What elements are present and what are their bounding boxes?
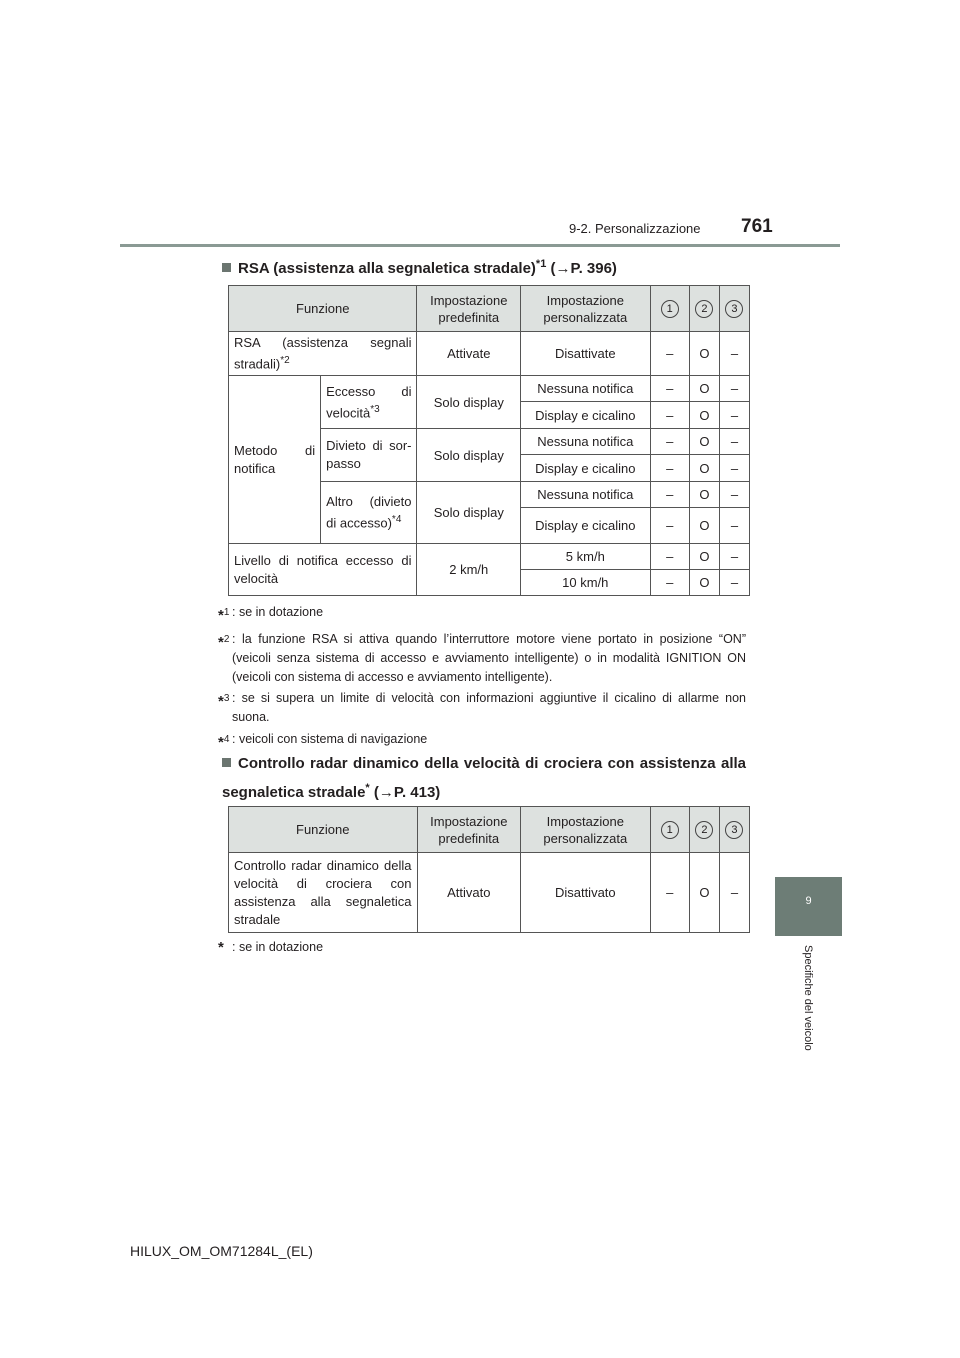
- default-value: Solo display: [417, 429, 521, 482]
- footnote: *$^1$ : se in dotazione: [218, 605, 324, 625]
- custom-value: Nessuna notifica: [521, 482, 650, 508]
- header-predefinita: Impostazione predefinita: [417, 807, 521, 853]
- custom-value: Nessuna notifica: [521, 376, 650, 402]
- row-label: RSA (assistenza segnali stradali)$^{*2}$: [229, 332, 417, 376]
- header-method-3: [719, 807, 749, 853]
- header-method-3: [719, 286, 749, 332]
- method-3-value: –: [719, 332, 749, 376]
- circled-number-1-icon: 1: [661, 300, 679, 318]
- default-value: Solo display: [417, 376, 521, 429]
- table-header-row: [229, 807, 750, 853]
- section-heading-radar-cruise: [222, 752, 746, 805]
- footnote: *$^3$ : se si supera un limite di velocità con informazioni aggiuntive il cicalino di allarme non suona.: [218, 691, 746, 724]
- row-label: Eccesso di velocità$^{*3}$: [321, 376, 417, 429]
- default-value: Attivate: [417, 332, 521, 376]
- custom-value: 10 km/h: [521, 570, 650, 596]
- table-row: [229, 853, 750, 933]
- method-2-value: O: [689, 429, 719, 455]
- document-code: HILUX_OM_OM71284L_(EL): [130, 1243, 313, 1259]
- method-2-value: O: [689, 544, 719, 570]
- footnote: *$^4$ : veicoli con sistema di navigazione: [218, 732, 428, 752]
- method-1-value: –: [650, 544, 689, 570]
- table-row: [229, 376, 750, 402]
- header-method-1: [650, 807, 689, 853]
- header-method-2: [689, 807, 719, 853]
- radar-cruise-settings-table: [228, 806, 750, 933]
- method-3-value: –: [719, 482, 749, 508]
- header-predefinita: Impostazione predefinita: [417, 286, 521, 332]
- page-number: 761: [741, 216, 773, 237]
- circled-number-3-icon: 3: [725, 821, 743, 839]
- page-reference: (→P. 396): [550, 260, 617, 277]
- table-header-row: [229, 286, 750, 332]
- custom-value: Display e cicalino: [521, 402, 650, 429]
- method-1-value: –: [650, 332, 689, 376]
- method-1-value: –: [650, 376, 689, 402]
- row-label: Altro (divieto di accesso)$^{*4}$: [321, 482, 417, 544]
- table-row: [229, 332, 750, 376]
- header-personalizzata: Impostazione personalizzata: [521, 807, 650, 853]
- method-1-value: –: [650, 455, 689, 482]
- square-bullet-icon: [222, 263, 231, 272]
- square-bullet-icon: [222, 758, 231, 767]
- custom-value: Disattivato: [521, 853, 650, 933]
- method-1-value: –: [650, 853, 689, 933]
- method-3-value: –: [719, 853, 749, 933]
- footnote-ref: *1: [535, 258, 547, 270]
- page-reference: (→P. 413): [373, 784, 441, 801]
- chapter-tab: [775, 877, 842, 936]
- method-1-value: –: [650, 402, 689, 429]
- method-3-value: –: [719, 402, 749, 429]
- chapter-label: Specifiche del veicolo: [802, 945, 814, 1051]
- section-title: RSA (assistenza alla segnaletica stradale): [238, 260, 536, 277]
- circled-number-3-icon: 3: [725, 300, 743, 318]
- method-2-value: O: [689, 402, 719, 429]
- method-2-value: O: [689, 455, 719, 482]
- method-2-value: O: [689, 853, 719, 933]
- footnote-ref: *: [365, 782, 370, 794]
- running-header-section: 9-2. Personalizzazione: [569, 221, 701, 236]
- custom-value: Disattivate: [521, 332, 650, 376]
- method-1-value: –: [650, 570, 689, 596]
- header-rule: [120, 244, 840, 247]
- method-1-value: –: [650, 482, 689, 508]
- method-2-value: O: [689, 508, 719, 544]
- method-1-value: –: [650, 508, 689, 544]
- method-3-value: –: [719, 455, 749, 482]
- method-3-value: –: [719, 570, 749, 596]
- default-value: Attivato: [417, 853, 521, 933]
- header-method-1: [650, 286, 689, 332]
- header-funzione: Funzione: [229, 286, 417, 332]
- method-3-value: –: [719, 429, 749, 455]
- custom-value: Nessuna notifica: [521, 429, 650, 455]
- method-3-value: –: [719, 544, 749, 570]
- footnote: *$^2$ : la funzione RSA si attiva quando l’interruttore motore viene portato in posizione “ON” (veicoli senza sistema di accesso e avviamento intelligente) o in modalità IGNITION ON (veicoli con sistema di accesso e avviamento intelligente).: [218, 632, 746, 684]
- custom-value: Display e cicalino: [521, 508, 650, 544]
- header-method-2: [689, 286, 719, 332]
- section-heading-rsa: [222, 252, 762, 281]
- footnote: * : se in dotazione: [218, 939, 324, 956]
- custom-value: 5 km/h: [521, 544, 650, 570]
- default-value: Solo display: [417, 482, 521, 544]
- row-label: Livello di notifica eccesso di velocità: [229, 544, 417, 596]
- row-label: Divieto di sor-passo: [321, 429, 417, 482]
- method-1-value: –: [650, 429, 689, 455]
- chapter-number: 9: [805, 895, 812, 907]
- method-3-value: –: [719, 508, 749, 544]
- rsa-settings-table: [228, 285, 750, 596]
- group-label-metodo: Metodo di notifica: [229, 376, 321, 544]
- method-3-value: –: [719, 376, 749, 402]
- row-label: Controllo radar dinamico della velocità di crociera con assistenza alla segnaletica stradale: [229, 853, 418, 933]
- header-personalizzata: Impostazione personalizzata: [521, 286, 650, 332]
- default-value: 2 km/h: [417, 544, 521, 596]
- method-2-value: O: [689, 376, 719, 402]
- circled-number-2-icon: 2: [695, 821, 713, 839]
- method-2-value: O: [689, 332, 719, 376]
- circled-number-1-icon: 1: [661, 821, 679, 839]
- custom-value: Display e cicalino: [521, 455, 650, 482]
- method-2-value: O: [689, 482, 719, 508]
- circled-number-2-icon: 2: [695, 300, 713, 318]
- header-funzione: Funzione: [229, 807, 418, 853]
- table-row: [229, 544, 750, 570]
- method-2-value: O: [689, 570, 719, 596]
- section-title: Controllo radar dinamico della velocità di crociera con assistenza alla segnaletica stradale: [222, 755, 746, 801]
